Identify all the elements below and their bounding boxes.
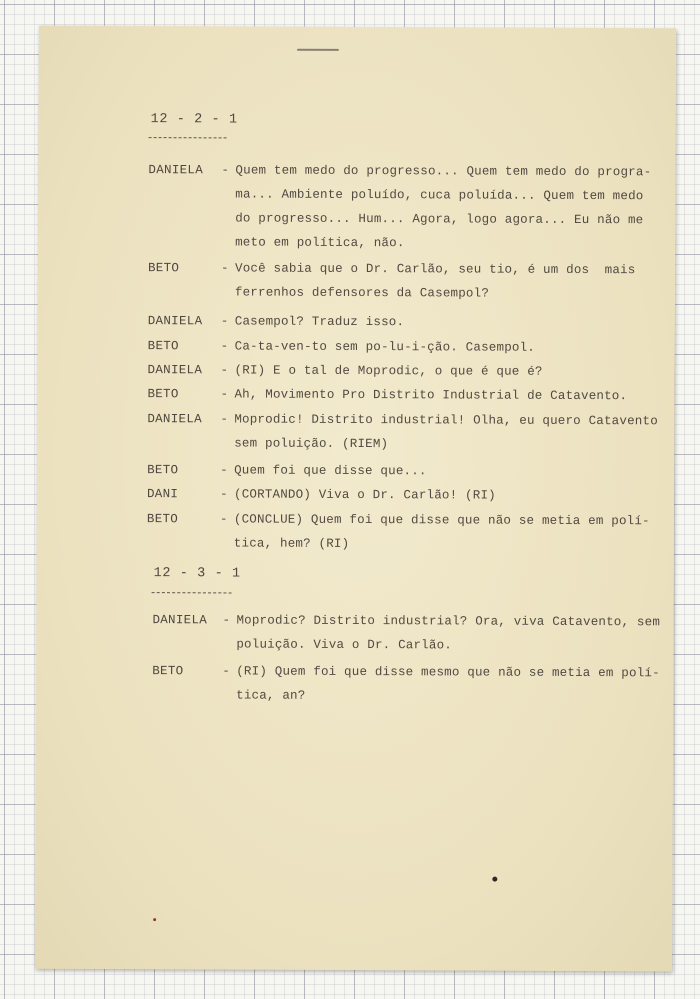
ink-dot bbox=[492, 877, 497, 882]
dialogue-line: Quem foi que disse que... bbox=[234, 463, 427, 479]
dialogue-dash: - bbox=[220, 314, 229, 329]
dialogue-line: Moprodic? Distrito industrial? Ora, viva Catavento, sem bbox=[236, 613, 661, 630]
dialogue-line: ma... Ambiente poluído, cuca poluída... Quem tem medo bbox=[235, 187, 644, 204]
dialogue-line: poluição. Viva o Dr. Carlão. bbox=[236, 637, 453, 653]
dialogue-entry bbox=[37, 507, 674, 551]
dialogue-dash: - bbox=[219, 512, 228, 527]
dialogue-dash: - bbox=[222, 664, 230, 679]
dialogue-dash: - bbox=[220, 363, 229, 378]
dialogue-entry bbox=[38, 382, 675, 404]
speaker-name: BETO bbox=[152, 664, 184, 679]
dialogue-line: (CONCLUE) Quem foi que disse que não se metia em polí- bbox=[233, 512, 650, 529]
speaker-name: DANIELA bbox=[152, 613, 208, 628]
speaker-name: BETO bbox=[147, 261, 180, 276]
dialogue-dash: - bbox=[221, 163, 229, 178]
speaker-name: DANIELA bbox=[147, 363, 203, 378]
dialogue-dash: - bbox=[220, 463, 228, 478]
dialogue-line: sem poluição. (RIEM) bbox=[234, 436, 389, 452]
dialogue-entry bbox=[38, 256, 675, 301]
dialogue-entry bbox=[38, 158, 675, 251]
ink-speck bbox=[153, 918, 156, 921]
staple-mark bbox=[297, 49, 339, 51]
dialogue-line: tica, an? bbox=[236, 688, 306, 703]
speaker-name: DANIELA bbox=[147, 412, 202, 427]
speaker-name: BETO bbox=[147, 339, 179, 354]
dialogue-line: (CORTANDO) Viva o Dr. Carlão! (RI) bbox=[233, 487, 496, 503]
dialogue-line: (RI) Quem foi que disse mesmo que não se metia em polí- bbox=[236, 664, 660, 681]
scene-heading: 12 - 3 - 1 bbox=[153, 566, 241, 582]
dialogue-dash: - bbox=[220, 412, 228, 427]
dialogue-entry bbox=[37, 482, 674, 503]
speaker-name: BETO bbox=[146, 512, 179, 527]
dialogue-line: tica, hem? (RI) bbox=[233, 536, 350, 551]
heading-underline bbox=[152, 592, 232, 593]
dialogue-line: ferrenhos defensores da Casempol? bbox=[234, 285, 490, 301]
speaker-name: BETO bbox=[147, 387, 179, 402]
dialogue-entry bbox=[36, 659, 673, 703]
speaker-name: DANIELA bbox=[148, 163, 204, 178]
dialogue-dash: - bbox=[220, 387, 228, 402]
dialogue-line: Ca-ta-ven-to sem po-lu-i-ção. Casempol. bbox=[234, 339, 536, 355]
dialogue-entry bbox=[38, 358, 675, 379]
typewritten-page bbox=[35, 26, 676, 972]
speaker-name: DANIELA bbox=[147, 314, 203, 329]
dialogue-entry bbox=[37, 608, 674, 653]
dialogue-line: Quem tem medo do progresso... Quem tem medo do progra- bbox=[235, 163, 652, 180]
dialogue-dash: - bbox=[222, 613, 231, 628]
heading-underline bbox=[149, 137, 227, 138]
dialogue-dash: - bbox=[219, 487, 228, 502]
speaker-name: DANI bbox=[146, 487, 179, 502]
scene-heading: 12 - 2 - 1 bbox=[150, 112, 238, 128]
dialogue-line: (RI) E o tal de Moprodic, o que é que é? bbox=[234, 363, 543, 379]
dialogue-line: do progresso... Hum... Agora, logo agora... Eu não me bbox=[235, 211, 644, 228]
dialogue-line: Casempol? Traduz isso. bbox=[234, 314, 405, 330]
dialogue-line: meto em política, não. bbox=[235, 235, 405, 251]
dialogue-line: Moprodic! Distrito industrial! Olha, eu quero Catavento bbox=[234, 412, 658, 429]
dialogue-dash: - bbox=[220, 339, 229, 354]
dialogue-entry bbox=[38, 334, 675, 355]
dialogue-line: Ah, Movimento Pro Distrito Industrial de Catavento. bbox=[234, 387, 628, 404]
dialogue-entry bbox=[37, 458, 674, 479]
dialogue-line: Você sabia que o Dr. Carlão, seu tio, é um dos mais bbox=[234, 261, 636, 278]
dialogue-dash: - bbox=[220, 261, 229, 276]
dialogue-entry bbox=[38, 309, 675, 330]
speaker-name: BETO bbox=[147, 463, 179, 478]
